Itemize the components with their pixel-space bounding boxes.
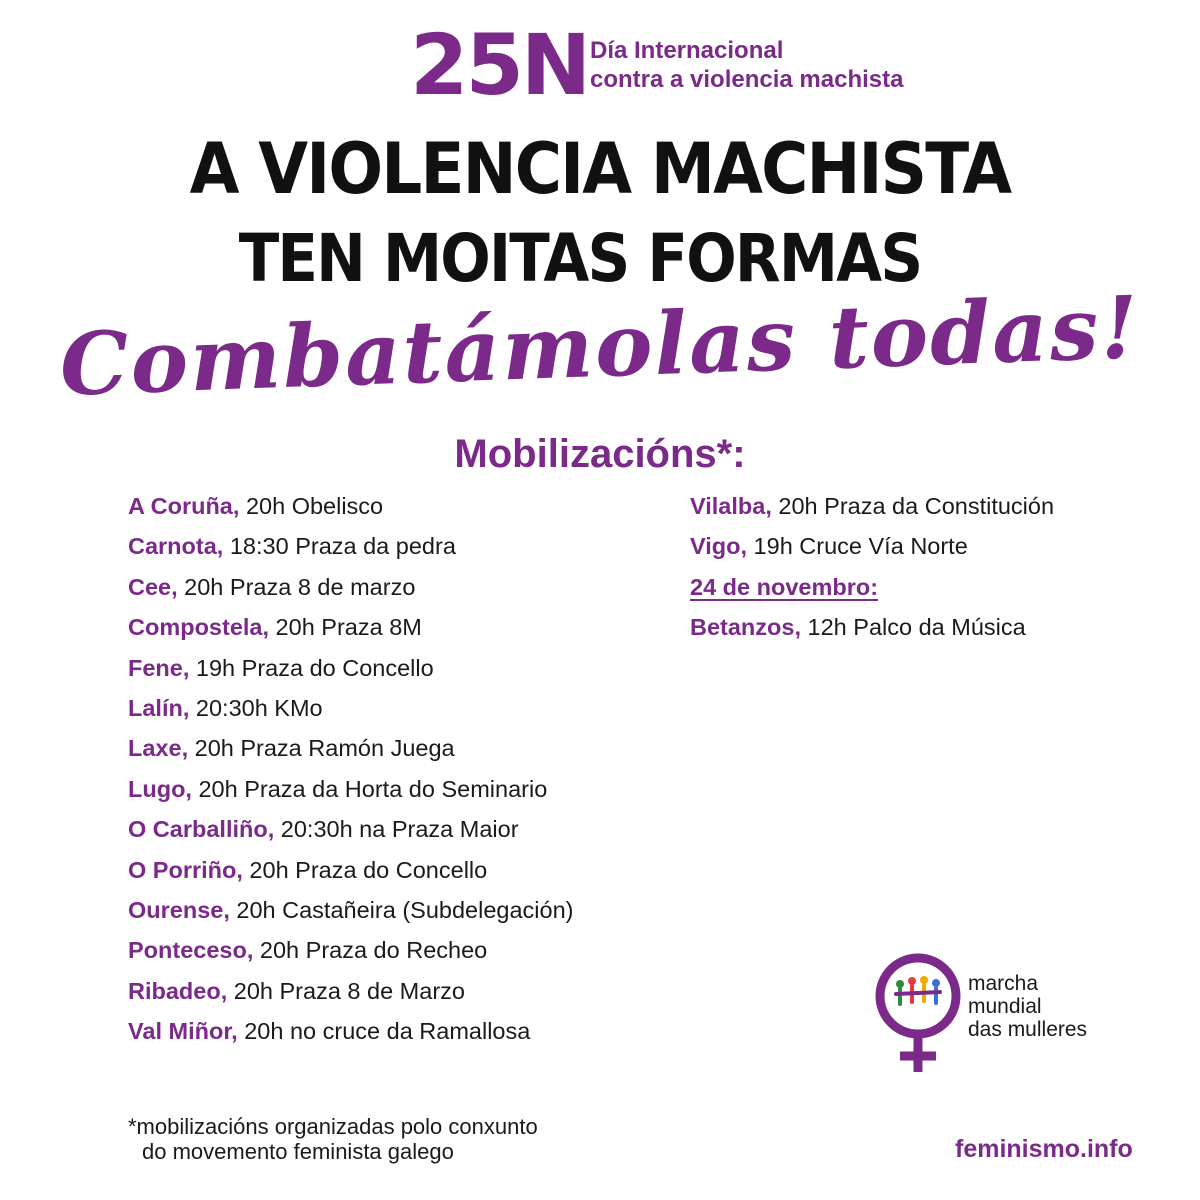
logo-text-line-2: mundial xyxy=(968,995,1042,1018)
entry-city: Vilalba, xyxy=(690,493,772,519)
headline-line-1: A VIOLENCIA MACHISTA xyxy=(189,128,1011,210)
entry-detail: 20:30h KMo xyxy=(189,694,323,721)
entry-detail: 20h Castañeira (Subdelegación) xyxy=(229,896,574,923)
entry-detail: 20:30h na Praza Maior xyxy=(274,816,519,843)
event-name-line-1: Día Internacional xyxy=(590,37,784,64)
footnote-line-1: *mobilizacións organizadas polo conxunto xyxy=(128,1114,538,1139)
entry-detail: 20h Praza Ramón Juega xyxy=(188,735,455,762)
entry-detail: 20h Praza da Horta do Seminario xyxy=(191,775,548,802)
date-number: 25N xyxy=(410,16,589,114)
mobilization-entry xyxy=(128,852,688,892)
mobilizations-title: Mobilizacións*: xyxy=(454,432,746,476)
right-list-top xyxy=(690,488,1160,569)
entry-city: O Carballiño, xyxy=(128,816,275,843)
entry-detail: 20h Praza do Recheo xyxy=(253,937,488,964)
entry-detail: 20h no cruce da Ramallosa xyxy=(237,1018,531,1045)
mobilization-entry xyxy=(128,690,688,730)
marcha-mundial-logo xyxy=(870,948,1120,1078)
entry-city: Lugo, xyxy=(128,775,192,802)
footnote-line-2: do movemento feminista galego xyxy=(142,1139,454,1164)
entry-city: Carnota, xyxy=(128,533,224,560)
mobilization-entry xyxy=(128,569,688,609)
entry-city: Compostela, xyxy=(128,614,270,641)
entry-city: O Porriño, xyxy=(128,856,243,883)
entry-detail: 20h Praza 8 de marzo xyxy=(177,573,416,600)
mobilization-entry xyxy=(690,609,1160,649)
logo-text-line-1: marcha xyxy=(968,972,1039,995)
entry-detail: 19h Cruce Vía Norte xyxy=(747,533,968,560)
mobilization-entry xyxy=(128,892,688,932)
entry-detail: 12h Palco da Música xyxy=(801,614,1026,641)
entry-detail: 20h Praza do Concello xyxy=(242,856,488,883)
slogan: Combatámolas todas! xyxy=(58,277,1142,416)
entry-city: Lalín, xyxy=(128,694,190,721)
entry-city: Ponteceso, xyxy=(128,937,254,964)
entry-city: Laxe, xyxy=(128,735,189,762)
entry-detail: 20h Praza da Constitución xyxy=(771,493,1055,519)
website-link[interactable]: feminismo.info xyxy=(955,1135,1133,1163)
mobilizations-list-right xyxy=(690,488,1160,650)
event-name xyxy=(590,36,1010,94)
mobilization-entry xyxy=(128,650,688,690)
entry-city: Betanzos, xyxy=(690,614,801,641)
entry-city: Val Miñor, xyxy=(128,1018,238,1045)
mobilization-entry xyxy=(128,1013,688,1053)
entry-detail: 18:30 Praza da pedra xyxy=(223,533,456,560)
mobilization-entry xyxy=(690,488,1160,528)
right-list-bottom xyxy=(690,609,1160,649)
date-heading: 24 de novembro: xyxy=(690,573,879,600)
date-heading-row xyxy=(690,569,1160,609)
footnote xyxy=(128,1114,538,1164)
entry-detail: 20h Praza 8 de Marzo xyxy=(227,977,465,1004)
entry-city: Ourense, xyxy=(128,896,230,923)
entry-detail: 20h Praza 8M xyxy=(269,614,422,641)
mobilization-entry xyxy=(128,932,688,972)
entry-city: Fene, xyxy=(128,654,190,681)
headline-line-2: TEN MOITAS FORMAS xyxy=(238,220,922,297)
entry-detail: 20h Obelisco xyxy=(239,493,384,519)
venus-symbol-logo-icon xyxy=(870,948,965,1078)
entry-city: A Coruña, xyxy=(128,493,240,519)
event-name-line-2: contra a violencia machista xyxy=(590,66,904,93)
mobilizations-list-left xyxy=(128,488,688,1053)
entry-detail: 19h Praza do Concello xyxy=(189,654,434,681)
entry-city: Vigo, xyxy=(690,533,748,560)
mobilization-entry xyxy=(128,771,688,811)
mobilization-entry xyxy=(128,811,688,851)
mobilization-entry xyxy=(128,730,688,770)
mobilization-entry xyxy=(128,528,688,568)
logo-text-line-3: das mulleres xyxy=(968,1018,1088,1041)
mobilization-entry xyxy=(128,488,688,528)
logo-text xyxy=(968,972,1087,1041)
mobilization-entry xyxy=(128,973,688,1013)
entry-city: Cee, xyxy=(128,573,178,600)
entry-city: Ribadeo, xyxy=(128,977,228,1004)
mobilization-entry xyxy=(128,609,688,649)
mobilization-entry xyxy=(690,528,1160,568)
